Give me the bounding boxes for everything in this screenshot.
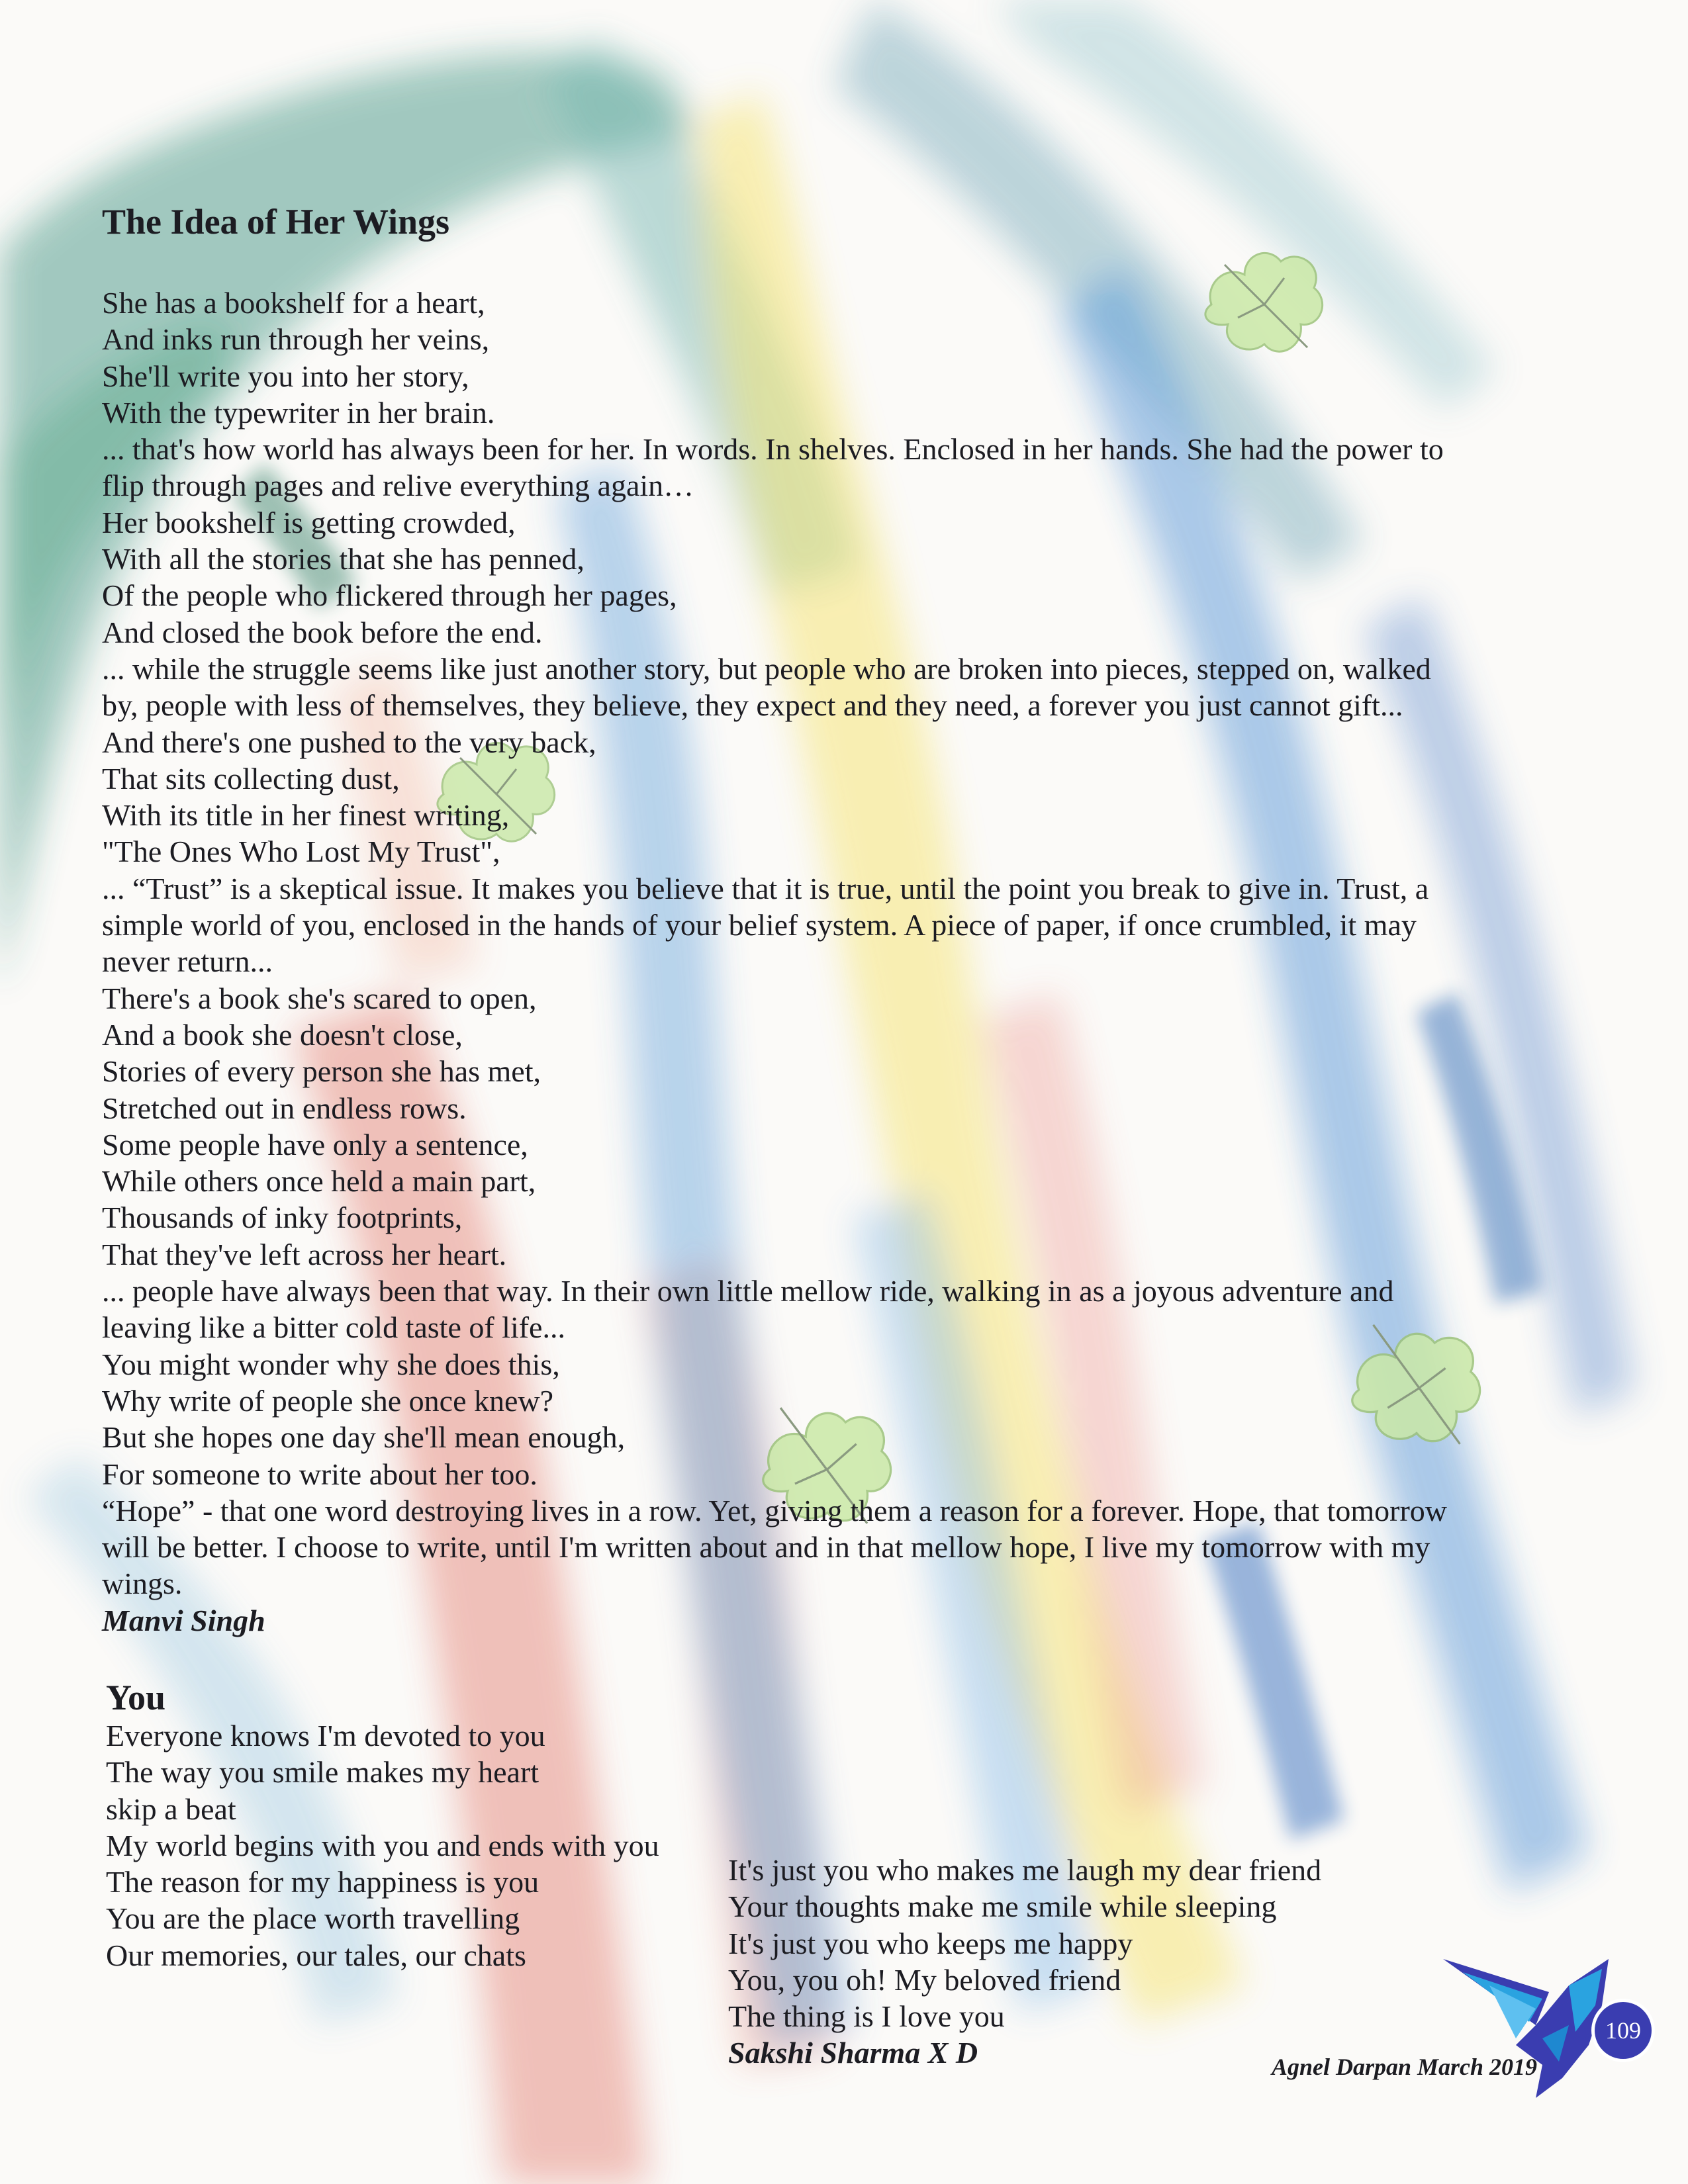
poem-line: It's just you who makes me laugh my dear friend	[728, 1853, 1322, 1887]
poem-you	[106, 1678, 659, 1974]
poem-line: The reason for my happiness is you	[106, 1865, 539, 1899]
poem-line: by, people with less of themselves, they believe, they expect and they need, a forever you just cannot gift...	[102, 688, 1403, 723]
poem-line: That sits collecting dust,	[102, 761, 400, 796]
poem-line: But she hopes one day she'll mean enough,	[102, 1420, 626, 1455]
poem-line: Some people have only a sentence,	[102, 1127, 528, 1161]
poem-line: ... people have always been that way. In their own little mellow ride, walking in as a joyous adventure and	[102, 1274, 1394, 1308]
poem-line: You, you oh! My beloved friend	[728, 1962, 1121, 1997]
poem-body	[102, 285, 1447, 1602]
poem-line: Thousands of inky footprints,	[102, 1201, 463, 1235]
poem-line: "The Ones Who Lost My Trust",	[102, 835, 500, 869]
poem-line: Your thoughts make me smile while sleeping	[728, 1889, 1277, 1924]
poem-author: Sakshi Sharma X D	[728, 2036, 978, 2070]
poem-line: flip through pages and relive everything again…	[102, 469, 694, 503]
page-number-badge: 109	[1591, 1999, 1655, 2062]
poem-line: With the typewriter in her brain.	[102, 395, 495, 430]
poem-line: And inks run through her veins,	[102, 322, 490, 357]
poem-line: She'll write you into her story,	[102, 359, 469, 393]
poem-line: The thing is I love you	[728, 1999, 1005, 2034]
poem-line: never return...	[102, 944, 273, 979]
poem-line: Why write of people she once knew?	[102, 1383, 554, 1418]
poem-line: She has a bookshelf for a heart,	[102, 286, 485, 320]
poem-line: leaving like a bitter cold taste of life...	[102, 1310, 565, 1345]
poem-line: simple world of you, enclosed in the hands of your belief system. A piece of paper, if once crumbled, it may	[102, 908, 1417, 942]
poem-line: And there's one pushed to the very back,	[102, 725, 596, 759]
poem-line: It's just you who keeps me happy	[728, 1926, 1133, 1960]
title-spacer	[102, 242, 1447, 285]
poem-line: And a book she doesn't close,	[102, 1017, 463, 1052]
poem-line: wings.	[102, 1567, 183, 1601]
poem-line: Of the people who flickered through her pages,	[102, 578, 677, 613]
poem-title: You	[106, 1678, 166, 1717]
poem-line: “Hope” - that one word destroying lives in a row. Yet, giving them a reason for a forever. Hope, that tomorrow	[102, 1493, 1447, 1527]
poem-line: ... while the struggle seems like just another story, but people who are broken into pieces, stepped on, walked	[102, 651, 1431, 686]
poem-line: You are the place worth travelling	[106, 1901, 520, 1936]
poem-line: For someone to write about her too.	[102, 1457, 538, 1491]
poem-the-idea-of-her-wings	[102, 202, 1447, 1639]
poem-line: With its title in her finest writing,	[102, 798, 510, 833]
poem-line: skip a beat	[106, 1792, 236, 1826]
poem-author: Manvi Singh	[102, 1603, 265, 1637]
poem-line: With all the stories that she has penned,	[102, 542, 585, 576]
poem-body-left	[106, 1717, 659, 1974]
poem-line: ... “Trust” is a skeptical issue. It makes you believe that it is true, until the point you break to give in. Trust, a	[102, 871, 1429, 905]
poem-line: Stretched out in endless rows.	[102, 1091, 467, 1125]
magazine-footer: Agnel Darpan March 2019	[1271, 2054, 1537, 2080]
poem-body-right	[728, 1852, 1321, 2034]
poem-line: will be better. I choose to write, until I'm written about and in that mellow hope, I live my tomorrow with my	[102, 1530, 1430, 1565]
poem-line: Our memories, our tales, our chats	[106, 1938, 526, 1972]
poem-line: ... that's how world has always been for her. In words. In shelves. Enclosed in her hands. She had the power to	[102, 432, 1444, 467]
poem-line: While others once held a main part,	[102, 1164, 536, 1199]
poem-line: That they've left across her heart.	[102, 1237, 507, 1271]
poem-title: The Idea of Her Wings	[102, 202, 450, 242]
poem-line: Her bookshelf is getting crowded,	[102, 505, 516, 539]
poem-you-continued	[728, 1852, 1321, 2071]
poem-line: And closed the book before the end.	[102, 615, 543, 649]
poem-line: Everyone knows I'm devoted to you	[106, 1719, 545, 1752]
poem-line: You might wonder why she does this,	[102, 1347, 560, 1381]
poem-line: My world begins with you and ends with you	[106, 1828, 659, 1862]
poem-line: The way you smile makes my heart	[106, 1755, 539, 1790]
poem-line: Stories of every person she has met,	[102, 1054, 541, 1089]
poem-line: There's a book she's scared to open,	[102, 981, 537, 1015]
